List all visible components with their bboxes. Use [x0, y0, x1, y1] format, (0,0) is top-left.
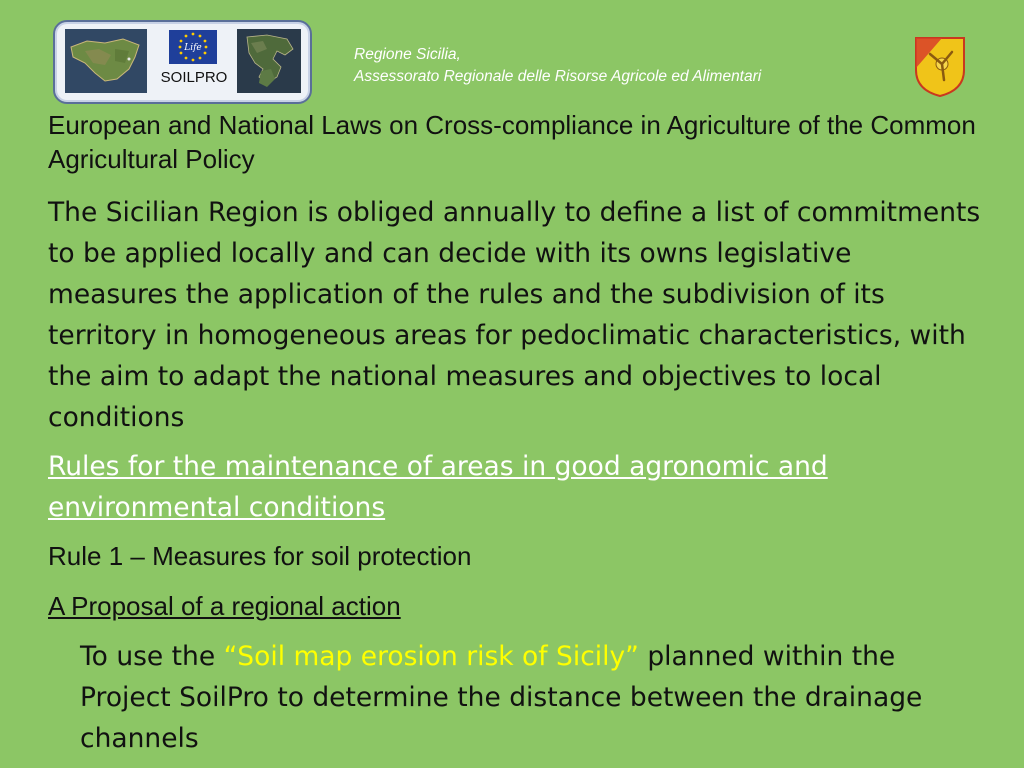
eu-life-flag-icon [169, 30, 217, 64]
sicily-map-icon [65, 29, 147, 93]
soilpro-logo-box [53, 20, 312, 104]
action-prefix: To use the [80, 641, 224, 672]
rules-link[interactable]: Rules for the maintenance of areas in good agronomic and environmental conditions [48, 451, 828, 523]
proposal-heading: A Proposal of a regional action [48, 591, 401, 621]
rule-1-heading: Rule 1 – Measures for soil protection [48, 541, 472, 571]
soil-map-highlight: “Soil map erosion risk of Sicily” [223, 641, 639, 672]
region-line-1: Regione Sicilia, [354, 46, 461, 63]
region-header [354, 44, 761, 88]
eu-life-text: Life [184, 43, 202, 53]
intro-paragraph: The Sicilian Region is obliged annually to define a list of commitments to be applied locally and can decide with its owns legislative measures the application of the rules and the subdivision of its territory in homogeneous areas for pedoclimatic characteristics, with the aim to adapt the national measures and objectives to local conditions [48, 197, 981, 433]
action-suffix: planned within the Project SoilPro to determine the distance between the drainage channels [80, 641, 923, 754]
greece-map-icon [237, 29, 301, 93]
action-paragraph [80, 636, 980, 759]
region-line-2: Assessorato Regionale delle Risorse Agricole ed Alimentari [354, 68, 762, 85]
sicily-coat-of-arms-icon [912, 34, 968, 98]
soilpro-logo-label: SOILPRO [160, 69, 228, 86]
slide-title: European and National Laws on Cross-compliance in Agriculture of the Common Agricultural Policy [48, 110, 976, 174]
